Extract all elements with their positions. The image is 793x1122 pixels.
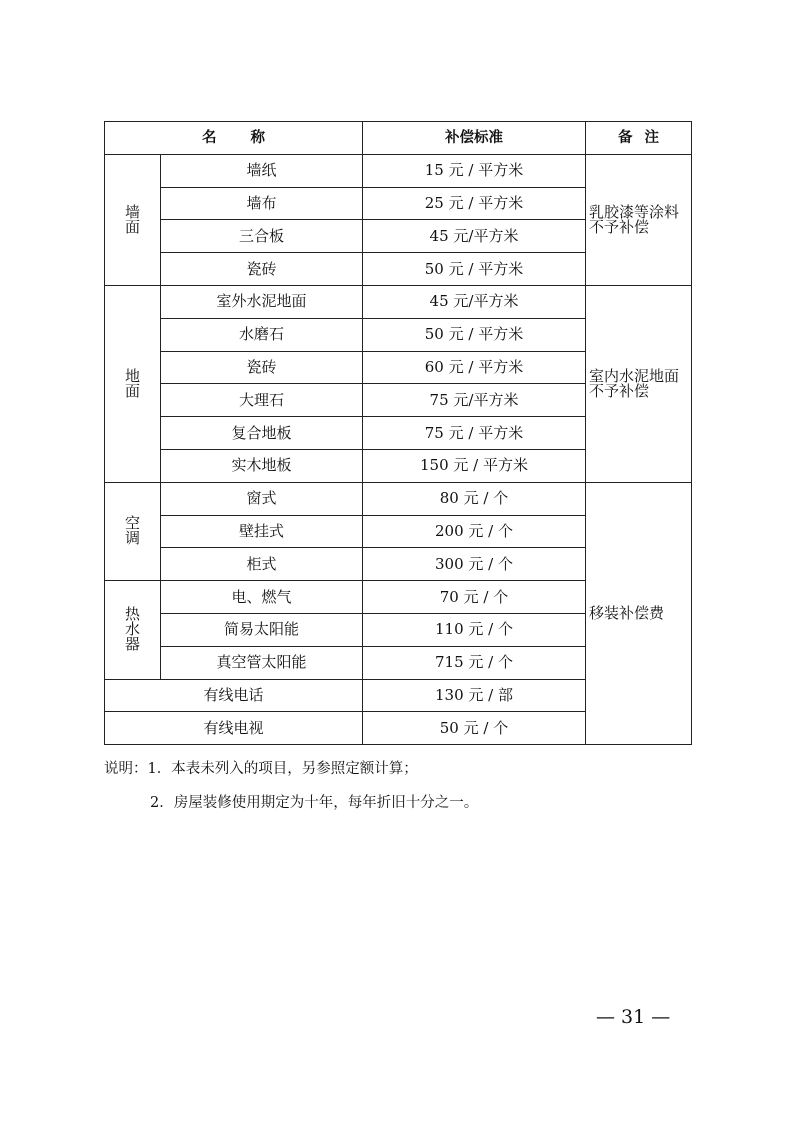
item-cell: 瓷砖 [161,253,363,286]
table-notes [104,752,478,820]
item-cell: 瓷砖 [161,351,363,384]
header-remark: 备注 [586,122,692,155]
item-cell: 有线电话 [105,679,363,712]
group-label-floor: 地 面 [105,285,161,482]
remark-wall: 乳胶漆等涂料 不予补偿 [586,154,692,285]
standard-cell: 70 元 / 个 [363,581,586,614]
standard-cell: 45 元/平方米 [363,220,586,253]
table-row [105,482,692,515]
item-cell: 室外水泥地面 [161,285,363,318]
standard-cell: 80 元 / 个 [363,482,586,515]
item-cell: 大理石 [161,384,363,417]
group-label-heater: 热 水 器 [105,581,161,679]
table-header-row [105,122,692,155]
item-cell: 真空管太阳能 [161,646,363,679]
standard-cell: 50 元 / 平方米 [363,253,586,286]
compensation-table [104,121,692,745]
header-standard: 补偿标准 [363,122,586,155]
item-cell: 窗式 [161,482,363,515]
standard-cell: 715 元 / 个 [363,646,586,679]
item-cell: 三合板 [161,220,363,253]
item-cell: 实木地板 [161,449,363,482]
standard-cell: 50 元 / 平方米 [363,318,586,351]
item-cell: 有线电视 [105,712,363,745]
header-name: 名称 [105,122,363,155]
item-cell: 水磨石 [161,318,363,351]
standard-cell: 200 元 / 个 [363,515,586,548]
page-number: — 31 — [596,1006,671,1028]
group-label-wall: 墙 面 [105,154,161,285]
standard-cell: 45 元/平方米 [363,285,586,318]
standard-cell: 110 元 / 个 [363,613,586,646]
item-cell: 壁挂式 [161,515,363,548]
item-cell: 电、燃气 [161,581,363,614]
group-label-ac: 空 调 [105,482,161,580]
standard-cell: 300 元 / 个 [363,548,586,581]
standard-cell: 50 元 / 个 [363,712,586,745]
standard-cell: 75 元/平方米 [363,384,586,417]
standard-cell: 75 元 / 平方米 [363,417,586,450]
table-row [105,285,692,318]
standard-cell: 25 元 / 平方米 [363,187,586,220]
item-cell: 复合地板 [161,417,363,450]
item-cell: 墙纸 [161,154,363,187]
standard-cell: 15 元 / 平方米 [363,154,586,187]
note-line-2: 2．房屋装修使用期定为十年，每年折旧十分之一。 [150,795,479,811]
table-row [105,154,692,187]
item-cell: 墙布 [161,187,363,220]
note-line-1: 说明：1．本表未列入的项目，另参照定额计算； [104,761,418,777]
remark-relocation: 移装补偿费 [586,482,692,744]
standard-cell: 60 元 / 平方米 [363,351,586,384]
item-cell: 简易太阳能 [161,613,363,646]
standard-cell: 150 元 / 平方米 [363,449,586,482]
standard-cell: 130 元 / 部 [363,679,586,712]
item-cell: 柜式 [161,548,363,581]
remark-floor: 室内水泥地面 不予补偿 [586,285,692,482]
